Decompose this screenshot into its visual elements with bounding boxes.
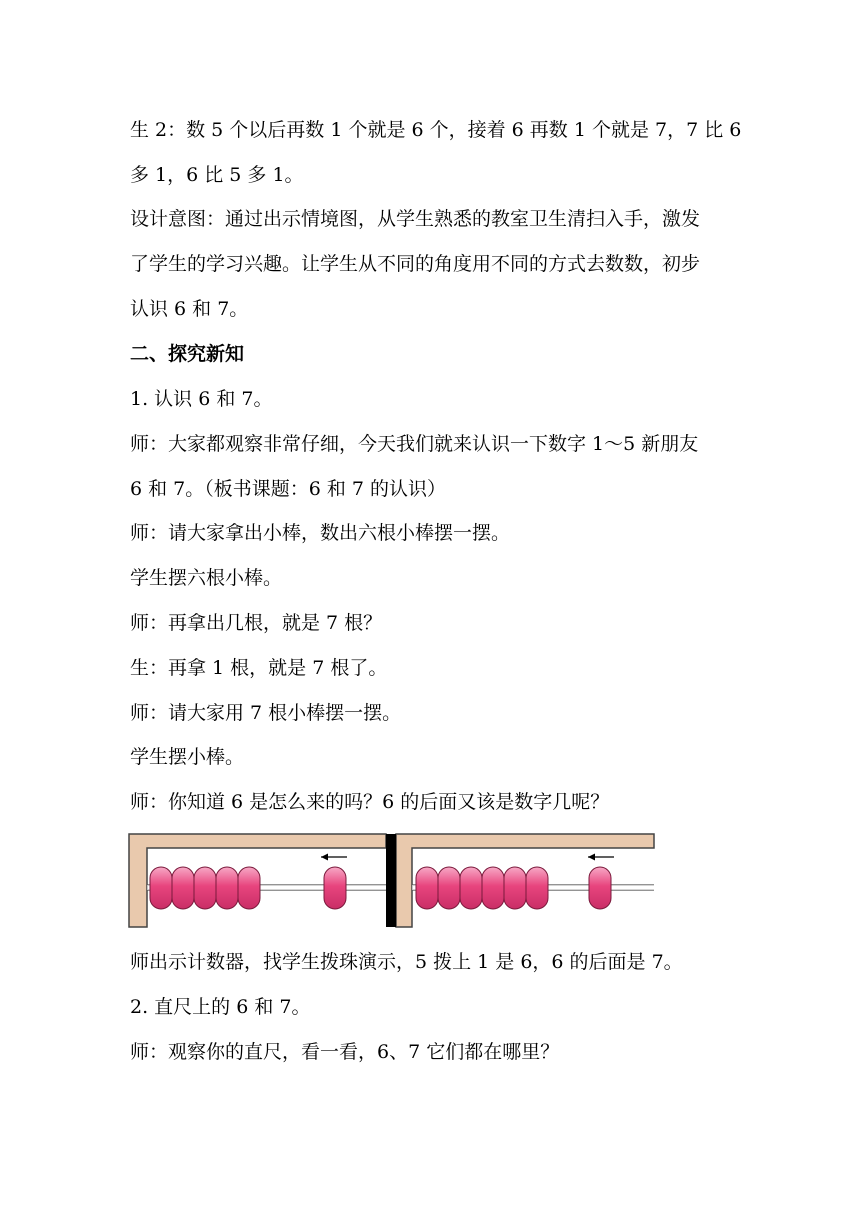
- bead-group-left: [150, 867, 260, 909]
- left-arrow-icon: [588, 854, 614, 861]
- paragraph-line: 生 2：数 5 个以后再数 1 个就是 6 个，接着 6 再数 1 个就是 7，7 比 6: [130, 119, 742, 141]
- counter-abacus-figure: [128, 830, 658, 930]
- left-arrow-icon: [321, 854, 347, 861]
- bead: [172, 867, 194, 909]
- paragraph-line: 师出示计数器，找学生拨珠演示，5 拨上 1 是 6，6 的后面是 7。: [130, 951, 683, 973]
- paragraph-line: 师：再拿出几根，就是 7 根？: [130, 612, 383, 634]
- paragraph-line: 学生摆小棒。: [130, 746, 245, 768]
- paragraph-line: 6 和 7。（板书课题：6 和 7 的认识）: [130, 478, 447, 500]
- bead: [216, 867, 238, 909]
- abacus-divider: [386, 834, 396, 927]
- bead: [504, 867, 526, 909]
- paragraph-line: 多 1，6 比 5 多 1。: [130, 164, 304, 186]
- bead: [460, 867, 482, 909]
- section-heading: 二、探究新知: [130, 343, 245, 365]
- paragraph-line: 师：请大家拿出小棒，数出六根小棒摆一摆。: [130, 522, 511, 544]
- moving-bead-right: [589, 867, 611, 909]
- paragraph-line: 师：你知道 6 是怎么来的吗？6 的后面又该是数字几呢？: [130, 791, 610, 813]
- bead: [438, 867, 460, 909]
- bead: [238, 867, 260, 909]
- paragraph-line: 设计意图：通过出示情境图，从学生熟悉的教室卫生清扫入手，激发: [130, 208, 701, 230]
- paragraph-line: 师：大家都观察非常仔细，今天我们就来认识一下数字 1～5 新朋友: [130, 433, 699, 455]
- paragraph-line: 学生摆六根小棒。: [130, 567, 283, 589]
- subsection-heading: 1. 认识 6 和 7。: [130, 388, 273, 410]
- bead: [194, 867, 216, 909]
- paragraph-line: 师：请大家用 7 根小棒摆一摆。: [130, 702, 402, 724]
- bead-group-right: [416, 867, 548, 909]
- paragraph-line: 师：观察你的直尺，看一看，6、7 它们都在哪里？: [130, 1041, 560, 1063]
- bead: [526, 867, 548, 909]
- paragraph-line: 生：再拿 1 根，就是 7 根了。: [130, 657, 388, 679]
- bead: [150, 867, 172, 909]
- subsection-heading: 2. 直尺上的 6 和 7。: [130, 996, 311, 1018]
- moving-bead-left: [324, 867, 346, 909]
- paragraph-line: 了学生的学习兴趣。让学生从不同的角度用不同的方式去数数，初步: [130, 253, 701, 275]
- bead: [482, 867, 504, 909]
- bead: [416, 867, 438, 909]
- paragraph-line: 认识 6 和 7。: [130, 298, 249, 320]
